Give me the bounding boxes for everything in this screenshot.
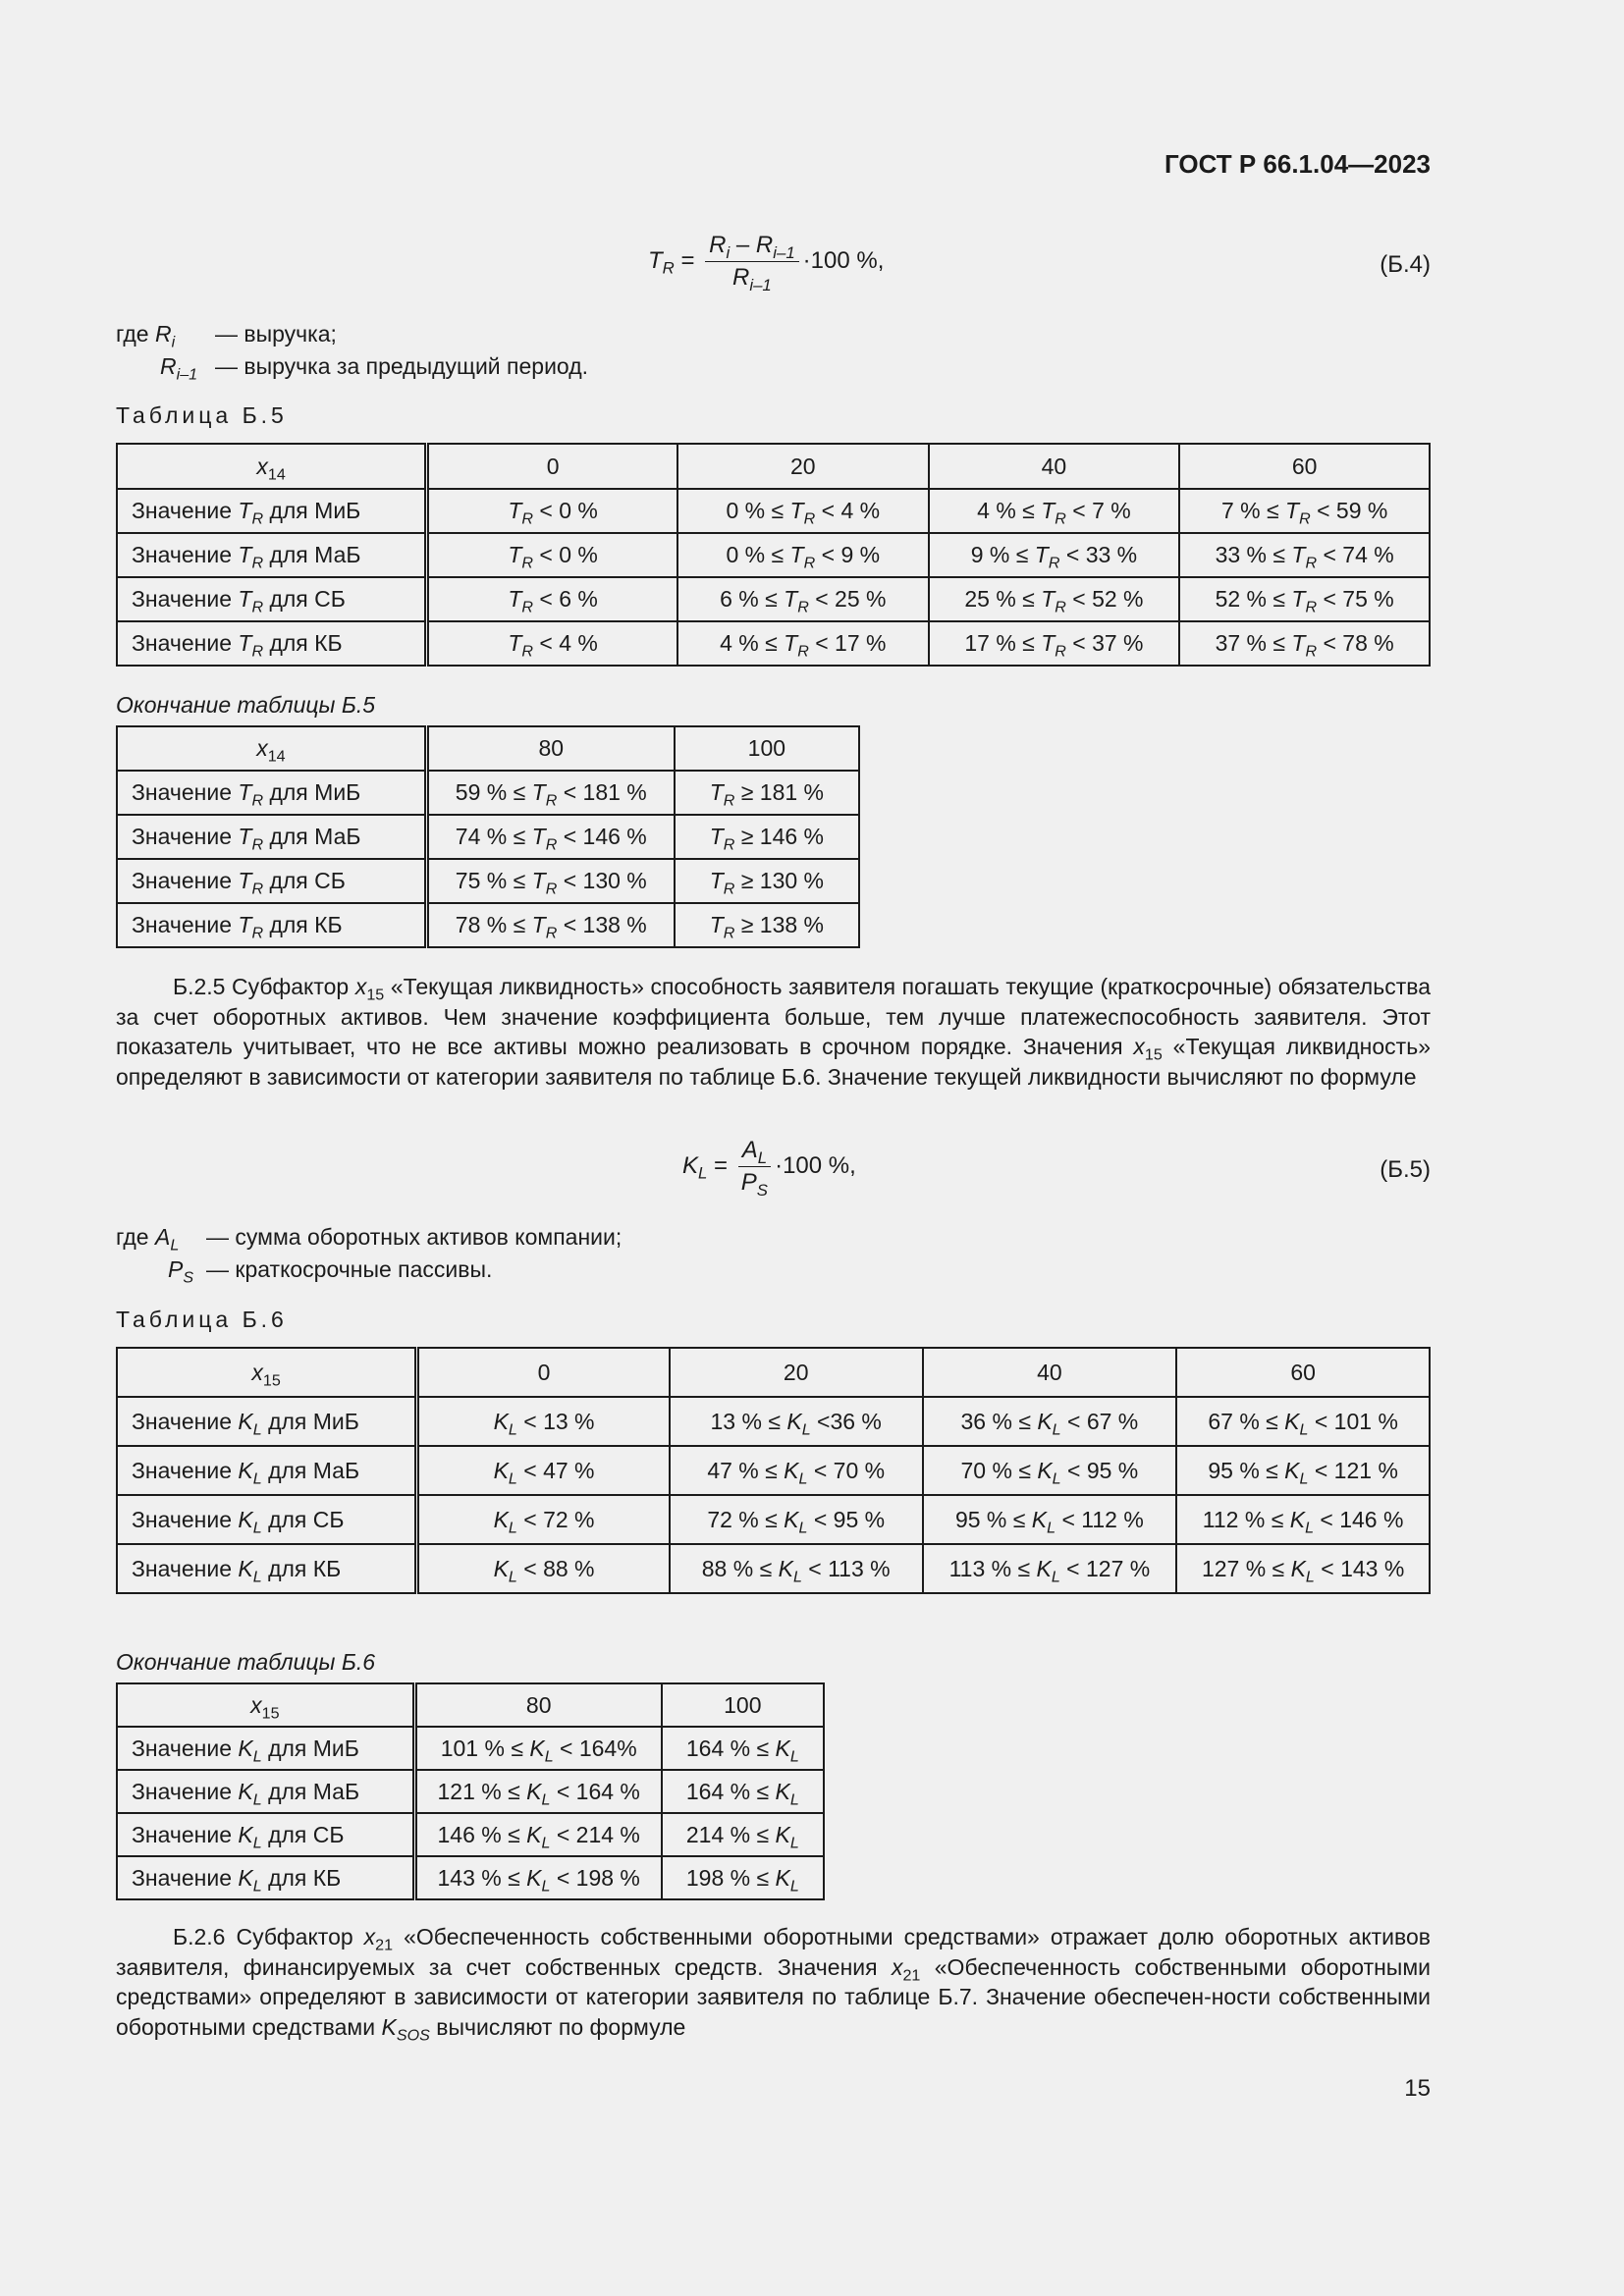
table-b5 [116,443,1431,667]
row-label: Значение $T_R$ для СБ [117,859,426,903]
table-cell: 113 % ≤ $K_L < 127$ % [923,1544,1177,1593]
table-cell: 146 % ≤ $K_L < 214$ % [414,1813,661,1856]
table-cell: 0 % ≤ $T_R < 9$ % [677,533,929,577]
table-cell: $T_R \ge 130$ % [675,859,859,903]
table-b6-caption: Таблица Б.6 [116,1307,288,1332]
table-cell: 101 % ≤ $K_L < 164\%$ [414,1727,661,1770]
table-cell: 17 % ≤ $T_R < 37$ % [929,621,1180,666]
table-row [117,1813,824,1856]
table-row [117,903,859,947]
where-b4-row-1: где $R_i$ — выручка; [116,321,337,351]
table-cell: 164 % ≤ $K_L$ [662,1770,824,1813]
table-cell: 4 % ≤ $T_R < 17$ % [677,621,929,666]
table-cell: 127 % ≤ $K_L < 143$ % [1176,1544,1430,1593]
row-label: Значение $K_L$ для МаБ [117,1446,417,1495]
row-label: Значение $K_L$ для СБ [117,1813,414,1856]
table-cell: 25 % ≤ $T_R < 52$ % [929,577,1180,621]
table-cell: $T_R < 6$ % [427,577,677,621]
table-row [117,1856,824,1899]
table-cell: 6 % ≤ $T_R < 25$ % [677,577,929,621]
table-b5-end-header [117,726,859,771]
table-cell: 36 % ≤ $K_L < 67$ % [923,1397,1177,1446]
where-b5-row-2: $P_S$ — краткосрочные пассивы. [168,1256,493,1287]
table-row [117,1727,824,1770]
table-b5-end-col: 80 [426,726,674,771]
table-b5-end-corner: $x_{14}$ [117,726,426,771]
row-label: Значение $K_L$ для КБ [117,1544,417,1593]
table-row [117,621,1430,666]
table-b6-corner: $x_{15}$ [117,1348,417,1397]
table-cell: 13 % ≤ $K_L <36$ % [670,1397,923,1446]
table-row [117,489,1430,533]
table-cell: 95 % ≤ $K_L < 121$ % [1176,1446,1430,1495]
table-b6 [116,1347,1431,1594]
table-b6-end-caption: Окончание таблицы Б.6 [116,1649,376,1675]
page-number: 15 [1404,2075,1431,2102]
table-b5-col: 0 [427,444,677,489]
row-label: Значение $T_R$ для СБ [117,577,427,621]
table-row [117,815,859,859]
table-b6-end [116,1682,825,1900]
table-b5-header [117,444,1430,489]
where-b4-row-2: $R_{i-1}$ — выручка за предыдущий период. [160,353,589,384]
table-cell: 75 % ≤ $T_R < 130$ % [426,859,674,903]
table-cell: 88 % ≤ $K_L < 113$ % [670,1544,923,1593]
table-b6-end-header [117,1683,824,1727]
row-label: Значение $T_R$ для КБ [117,621,427,666]
table-row [117,577,1430,621]
table-b5-corner: $x_{14}$ [117,444,427,489]
table-cell: $T_R \ge 146$ % [675,815,859,859]
row-label: Значение $T_R$ для МиБ [117,771,426,815]
where-b5 [116,1221,623,1287]
table-b6-col: 20 [670,1348,923,1397]
table-cell: 52 % ≤ $T_R < 75$ % [1179,577,1430,621]
table-b6-col: 0 [417,1348,670,1397]
table-cell: $T_R < 4$ % [427,621,677,666]
table-b6-header [117,1348,1430,1397]
table-b5-col: 60 [1179,444,1430,489]
table-b6-end-corner: $x_{15}$ [117,1683,414,1727]
table-cell: 7 % ≤ $T_R < 59$ % [1179,489,1430,533]
table-row [117,533,1430,577]
where-b4 [116,318,589,384]
table-cell: 4 % ≤ $T_R < 7$ % [929,489,1180,533]
table-b5-end-col: 100 [675,726,859,771]
table-cell: 112 % ≤ $K_L < 146$ % [1176,1495,1430,1544]
table-cell: $K_L < 88$ % [417,1544,670,1593]
row-label: Значение $T_R$ для МаБ [117,815,426,859]
row-label: Значение $T_R$ для МаБ [117,533,427,577]
table-row [117,859,859,903]
formula-b4-number: (Б.4) [1380,251,1431,278]
formula-b4: $T_R$ = $\frac{R_i - R_{i-1}}{R_{i-1}}$ ·100 %, [648,232,885,294]
table-cell: 0 % ≤ $T_R < 4$ % [677,489,929,533]
row-label: Значение $K_L$ для МиБ [117,1727,414,1770]
formula-b5-fraction: $\frac{A_L}{P_S}$ [738,1137,771,1197]
table-cell: 33 % ≤ $T_R < 74$ % [1179,533,1430,577]
table-cell: $T_R < 0$ % [427,533,677,577]
where-b5-row-1: где $A_L$ — сумма оборотных активов компании; [116,1224,623,1255]
table-row [117,771,859,815]
table-row [117,1397,1430,1446]
table-b6-col: 60 [1176,1348,1430,1397]
table-cell: $T_R \ge 138$ % [675,903,859,947]
table-cell: 59 % ≤ $T_R < 181$ % [426,771,674,815]
table-b5-col: 20 [677,444,929,489]
row-label: Значение $K_L$ для КБ [117,1856,414,1899]
document-header: ГОСТ Р 66.1.04—2023 [1164,149,1431,179]
table-cell: 95 % ≤ $K_L < 112$ % [923,1495,1177,1544]
table-row [117,1446,1430,1495]
table-b5-col: 40 [929,444,1180,489]
table-cell: 72 % ≤ $K_L < 95$ % [670,1495,923,1544]
table-row [117,1770,824,1813]
row-label: Значение $K_L$ для МиБ [117,1397,417,1446]
table-cell: 198 % ≤ $K_L$ [662,1856,824,1899]
table-b6-col: 40 [923,1348,1177,1397]
paragraph-b25: Б.2.5 Субфактор $x_{15}$ «Текущая ликвидность» способность заявителя погашать текущие (краткосрочные) обязательства за счет оборотных активов. Чем значение коэффициента больше, тем лучше платежеспособность заявителя. Этот показатель учитывает, что не все активы можно реализовать в срочном порядке. Значения $x_{15}$ «Текущая ликвидность» определяют в зависимости от категории заявителя по таблице Б.6. Значение текущей ликвидности вычисляют по формуле [116,974,1431,1090]
table-b5-caption: Таблица Б.5 [116,402,288,428]
table-cell: 9 % ≤ $T_R < 33$ % [929,533,1180,577]
table-b6-end-col: 80 [414,1683,661,1727]
table-row [117,1544,1430,1593]
table-b5-end-caption: Окончание таблицы Б.5 [116,692,376,718]
table-row [117,1495,1430,1544]
table-cell: 143 % ≤ $K_L < 198$ % [414,1856,661,1899]
table-cell: 214 % ≤ $K_L$ [662,1813,824,1856]
formula-b4-fraction: $\frac{R_i - R_{i-1}}{R_{i-1}}$ [705,232,799,292]
table-cell: 70 % ≤ $K_L < 95$ % [923,1446,1177,1495]
row-label: Значение $K_L$ для СБ [117,1495,417,1544]
formula-b5-number: (Б.5) [1380,1156,1431,1183]
table-cell: $K_L < 13$ % [417,1397,670,1446]
table-b6-end-col: 100 [662,1683,824,1727]
table-cell: 74 % ≤ $T_R < 146$ % [426,815,674,859]
table-cell: 164 % ≤ $K_L$ [662,1727,824,1770]
table-cell: 47 % ≤ $K_L < 70$ % [670,1446,923,1495]
row-label: Значение $T_R$ для КБ [117,903,426,947]
table-cell: 37 % ≤ $T_R < 78$ % [1179,621,1430,666]
table-cell: $T_R \ge 181$ % [675,771,859,815]
table-cell: 67 % ≤ $K_L < 101$ % [1176,1397,1430,1446]
table-cell: 121 % ≤ $K_L < 164$ % [414,1770,661,1813]
table-cell: $K_L < 47$ % [417,1446,670,1495]
table-cell: $T_R < 0$ % [427,489,677,533]
table-cell: 78 % ≤ $T_R < 138$ % [426,903,674,947]
table-cell: $K_L < 72$ % [417,1495,670,1544]
table-b5-end [116,725,860,948]
row-label: Значение $T_R$ для МиБ [117,489,427,533]
row-label: Значение $K_L$ для МаБ [117,1770,414,1813]
paragraph-b26: Б.2.6 Субфактор $x_{21}$ «Обеспеченность собственными оборотными средствами» отражает долю оборотных активов заявителя, финансируемых за счет собственных средств. Значения $x_{21}$ «Обеспеченность собственными оборотными средствами» определяют в зависимости от категории заявителя по таблице Б.7. Значение обеспечен-ности собственными оборотными средствами $K_{SOS}$ вычисляют по формуле [116,1924,1431,2045]
formula-b5: $K_L$ = $\frac{A_L}{P_S}$ ·100 %, [682,1137,856,1200]
